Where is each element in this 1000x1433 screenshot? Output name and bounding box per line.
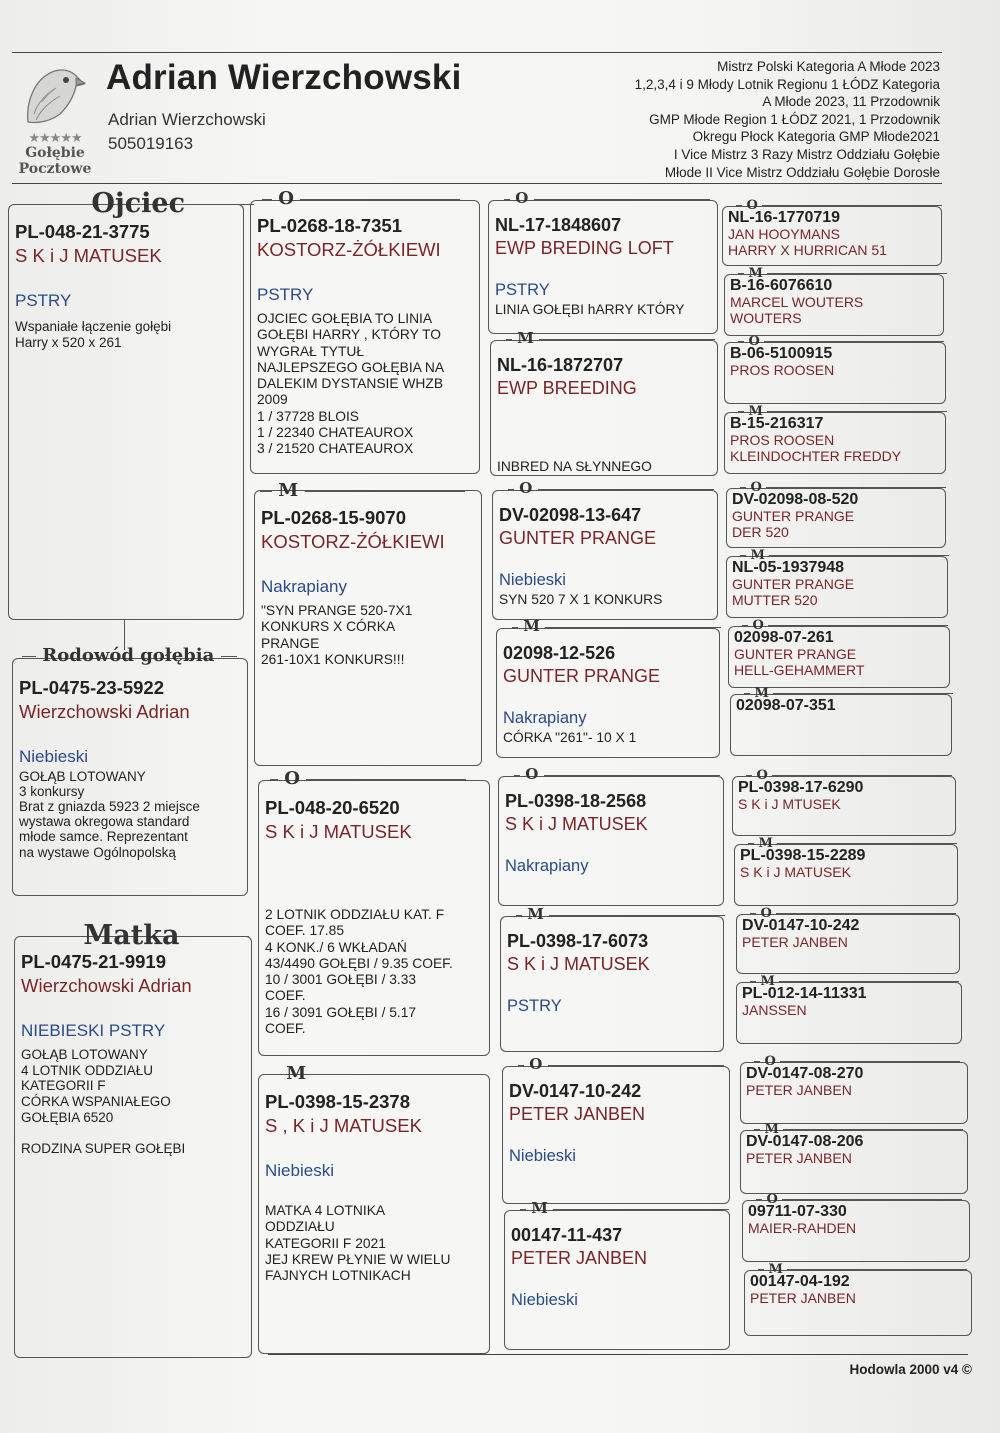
footer-credit: Hodowla 2000 v4 © bbox=[849, 1362, 972, 1377]
g2-ff-color: PSTRY bbox=[257, 285, 314, 304]
g4-label-text: O bbox=[760, 906, 772, 921]
mother-card bbox=[14, 936, 252, 1358]
g4-line1: S K i J MATUSEK bbox=[740, 863, 851, 880]
g3-ring: NL-16-1872707 bbox=[497, 355, 624, 375]
g3-description: SYN 520 7 X 1 KONKURS bbox=[499, 592, 663, 607]
g4-label-text: O bbox=[752, 618, 764, 633]
subject-card bbox=[12, 658, 248, 896]
mother-label bbox=[62, 922, 249, 949]
g2-fm-breeder: KOSTORZ-ŻÓŁKIEWI bbox=[261, 531, 445, 552]
mother-breeder: Wierzchowski Adrian bbox=[21, 975, 192, 996]
g4-label-text: M bbox=[768, 1262, 783, 1277]
g3-breeder: EWP BREEDING bbox=[497, 378, 637, 398]
g4-ring: B-15-216317 bbox=[730, 415, 824, 432]
g3-label-text: O bbox=[529, 1055, 543, 1073]
g3-card bbox=[500, 916, 724, 1052]
grandfather-maternal-card bbox=[258, 780, 490, 1056]
mother-label-text: Matka bbox=[83, 920, 180, 951]
g4-label bbox=[754, 1123, 963, 1136]
g4-line2: KLEINDOCHTER FREDDY bbox=[730, 447, 902, 464]
g4-line1: PETER JANBEN bbox=[742, 933, 848, 950]
g3-color: Niebieski bbox=[511, 1291, 578, 1309]
g4-label-text: O bbox=[748, 334, 760, 349]
achievements bbox=[520, 58, 940, 181]
g4-line1: GUNTER PRANGE bbox=[732, 575, 855, 592]
g4-ring: NL-16-1770719 bbox=[728, 209, 841, 226]
g4-card bbox=[736, 982, 962, 1044]
achievement-line: Młode II Vice Mistrz Oddziału Gołębie Dorosłe bbox=[664, 164, 940, 180]
g2-mm-color: Niebieski bbox=[265, 1161, 334, 1180]
logo-text-line2: Pocztowe bbox=[18, 161, 92, 177]
g3-ring: DV-02098-13-647 bbox=[499, 505, 642, 525]
g2-mm-description: MATKA 4 LOTNIKA ODDZIAŁU KATEGORII F 2021 JEJ KREW PŁYNIE W WIELU FAJNYCH LOTNIKACH bbox=[265, 1203, 451, 1284]
g4-label-text: M bbox=[760, 974, 775, 989]
g4-label-text: O bbox=[750, 480, 762, 495]
g2-fm-label bbox=[260, 482, 465, 500]
g4-label bbox=[748, 837, 957, 850]
g2-mf-label bbox=[270, 770, 466, 788]
footer-rule bbox=[268, 1354, 968, 1355]
g4-label bbox=[744, 687, 953, 700]
g3-label bbox=[514, 767, 720, 782]
g2-fm-description: "SYN PRANGE 520-7X1 KONKURS X CÓRKA PRANGE 261-10X1 KONKURS!!! bbox=[261, 603, 413, 667]
g4-line2: HARRY X HURRICAN 51 bbox=[728, 241, 887, 258]
g4-ring: DV-0147-10-242 bbox=[742, 917, 860, 934]
g4-ring: B-16-6076610 bbox=[730, 277, 833, 294]
g4-card bbox=[722, 206, 942, 266]
g2-mm-label-text: M bbox=[286, 1063, 307, 1084]
g4-line1: S K i J MTUSEK bbox=[738, 795, 841, 812]
g3-breeder: PETER JANBEN bbox=[509, 1104, 646, 1124]
g4-label-text: O bbox=[766, 1192, 778, 1207]
father-description: Wspaniałe łączenie gołębi Harry x 520 x 261 bbox=[15, 319, 172, 350]
g3-color bbox=[497, 439, 711, 457]
g2-mf-ring: PL-048-20-6520 bbox=[265, 797, 400, 818]
g4-ring: DV-02098-08-520 bbox=[732, 491, 859, 508]
g2-mm-label bbox=[272, 1065, 473, 1083]
g3-color: Nakrapiany bbox=[503, 709, 587, 727]
g3-breeder: PETER JANBEN bbox=[511, 1248, 648, 1268]
g4-label-text: M bbox=[748, 404, 763, 419]
subject-breeder: Wierzchowski Adrian bbox=[19, 701, 190, 722]
achievement-line: Mistrz Polski Kategoria A Młode 2023 bbox=[717, 59, 940, 74]
g4-label bbox=[756, 1193, 962, 1206]
g3-ring: 02098-12-526 bbox=[503, 643, 616, 663]
g4-ring: 09711-07-330 bbox=[748, 1203, 847, 1220]
g3-color: PSTRY bbox=[507, 997, 562, 1015]
g3-card bbox=[490, 340, 718, 476]
g4-label bbox=[742, 619, 948, 632]
g3-label-text: M bbox=[531, 1199, 548, 1217]
g4-card bbox=[740, 1130, 968, 1194]
g4-label bbox=[758, 1263, 967, 1276]
g3-label-text: M bbox=[527, 905, 544, 923]
g4-label-text: O bbox=[746, 198, 758, 213]
g4-card bbox=[740, 1062, 968, 1124]
g2-fm-color: Nakrapiany bbox=[261, 577, 347, 596]
g3-card bbox=[498, 776, 724, 906]
mother-color: NIEBIESKI PSTRY bbox=[21, 1021, 166, 1040]
g4-label bbox=[740, 549, 949, 562]
subject-label bbox=[22, 647, 237, 665]
subject-label-text: Rodowód gołębia bbox=[42, 645, 215, 666]
achievement-line: Okregu Płock Kategoria GMP Młode2021 bbox=[692, 129, 940, 145]
g3-card bbox=[496, 628, 720, 758]
g3-ring: PL-0398-18-2568 bbox=[505, 791, 647, 811]
g3-label-text: O bbox=[519, 479, 533, 497]
achievement-line: GMP Młode Region 1 ŁÓDZ 2021, 1 Przodownik bbox=[649, 111, 940, 127]
g4-label bbox=[738, 267, 947, 280]
g4-card bbox=[742, 1200, 970, 1262]
g4-label-text: M bbox=[748, 266, 763, 281]
g3-color: Niebieski bbox=[509, 1147, 576, 1165]
g3-card bbox=[502, 1066, 730, 1204]
achievement-line: I Vice Mistrz 3 Razy Mistrz Oddziału Gołębie bbox=[673, 146, 940, 162]
logo bbox=[10, 62, 98, 180]
owner-phone: 505019163 bbox=[108, 134, 194, 153]
g4-label bbox=[740, 481, 946, 494]
g4-label-text: O bbox=[756, 768, 768, 783]
father-color: PSTRY bbox=[15, 291, 72, 310]
g3-color: PSTRY bbox=[495, 281, 550, 299]
g3-label-text: M bbox=[517, 329, 534, 347]
g3-label bbox=[504, 191, 710, 206]
g4-ring: NL-05-1937948 bbox=[732, 559, 845, 576]
g4-line1: MARCEL WOUTERS bbox=[730, 293, 864, 310]
owner-name: Adrian Wierzchowski bbox=[108, 110, 266, 129]
g4-line2: MUTTER 520 bbox=[732, 591, 818, 608]
g4-card bbox=[726, 556, 948, 618]
g4-card bbox=[728, 626, 950, 688]
g4-line1: PROS ROOSEN bbox=[730, 431, 835, 448]
g3-label-text: M bbox=[523, 617, 540, 635]
g4-line1: PETER JANBEN bbox=[746, 1149, 852, 1166]
g4-line2: WOUTERS bbox=[730, 309, 802, 326]
g4-line2: HELL-GEHAMMERT bbox=[734, 661, 865, 678]
subject-color: Niebieski bbox=[19, 747, 88, 766]
g3-ring: PL-0398-17-6073 bbox=[507, 931, 649, 951]
g4-ring: 00147-04-192 bbox=[750, 1273, 850, 1290]
g2-ff-label-text: O bbox=[278, 188, 294, 209]
g4-line1: GUNTER PRANGE bbox=[732, 507, 855, 524]
g3-ring: DV-0147-10-242 bbox=[509, 1081, 642, 1101]
g4-card bbox=[736, 914, 960, 974]
g3-ring: 00147-11-437 bbox=[511, 1225, 623, 1245]
header-top-rule bbox=[12, 52, 942, 53]
g4-line1: JAN HOOYMANS bbox=[728, 225, 841, 242]
g3-breeder: S K i J MATUSEK bbox=[505, 814, 648, 834]
g4-label bbox=[746, 769, 952, 782]
g4-ring: 02098-07-351 bbox=[736, 697, 836, 714]
g4-card bbox=[732, 776, 956, 836]
g4-label-text: M bbox=[758, 836, 773, 851]
g3-card bbox=[488, 200, 718, 334]
g3-description: LINIA GOŁĘBI hARRY KTÓRY bbox=[495, 302, 685, 317]
g4-ring: PL-0398-15-2289 bbox=[740, 847, 866, 864]
mother-ring: PL-0475-21-9919 bbox=[21, 951, 167, 972]
achievement-line: 1,2,3,4 i 9 Młody Lotnik Regionu 1 ŁÓDZ Kategoria bbox=[634, 76, 940, 92]
g3-breeder: GUNTER PRANGE bbox=[503, 666, 661, 686]
header-bottom-rule bbox=[12, 183, 942, 184]
g4-ring: B-06-5100915 bbox=[730, 345, 833, 362]
g4-ring: PL-012-14-11331 bbox=[742, 985, 867, 1002]
g2-mm-ring: PL-0398-15-2378 bbox=[265, 1091, 411, 1112]
g4-card bbox=[730, 694, 952, 756]
g4-card bbox=[726, 488, 946, 548]
g3-label bbox=[518, 1057, 724, 1072]
g4-card bbox=[724, 412, 946, 474]
g4-label bbox=[754, 1055, 960, 1068]
g3-label bbox=[506, 331, 715, 346]
g3-label bbox=[508, 481, 714, 496]
father-breeder: S K i J MATUSEK bbox=[15, 245, 162, 266]
mother-description: GOŁĄB LOTOWANY 4 LOTNIK ODDZIAŁU KATEGORII F CÓRKA WSPANIAŁEGO GOŁĘBIA 6520 RODZINA SUPER GOŁĘBI bbox=[21, 1047, 186, 1156]
g3-card bbox=[492, 490, 718, 620]
page-title: Adrian Wierzchowski bbox=[106, 58, 462, 97]
g4-line1: JANSSEN bbox=[742, 1001, 807, 1018]
g4-label-text: M bbox=[750, 548, 765, 563]
g4-label-text: O bbox=[764, 1054, 776, 1069]
g4-ring: 02098-07-261 bbox=[734, 629, 834, 646]
father-card bbox=[8, 204, 244, 620]
g2-ff-breeder: KOSTORZ-ŻÓŁKIEWI bbox=[257, 239, 441, 260]
g4-label bbox=[738, 335, 944, 348]
g2-ff-ring: PL-0268-18-7351 bbox=[257, 215, 403, 236]
g4-label bbox=[750, 975, 959, 988]
g3-label bbox=[512, 619, 721, 634]
g3-color: Niebieski bbox=[499, 571, 566, 589]
g4-line1: PROS ROOSEN bbox=[730, 361, 835, 378]
g4-label-text: M bbox=[764, 1122, 779, 1137]
g4-line1: PETER JANBEN bbox=[750, 1289, 856, 1306]
g3-color: Nakrapiany bbox=[505, 857, 589, 875]
g3-description: CÓRKA "261"- 10 X 1 bbox=[503, 730, 637, 745]
g2-mf-label-text: O bbox=[284, 768, 300, 789]
grandfather-paternal-card bbox=[250, 200, 480, 474]
g2-ff-label bbox=[262, 190, 460, 208]
pigeon-head-icon bbox=[20, 62, 86, 128]
father-label-text: Ojciec bbox=[91, 188, 186, 219]
g4-card bbox=[744, 1270, 972, 1336]
logo-text-line1: Gołębie bbox=[25, 145, 85, 161]
g2-mf-description: 2 LOTNIK ODDZIAŁU KAT. F COEF. 17.85 4 KONK./ 6 WKŁADAŃ 43/4490 GOŁĘBI / 9.35 COEF. 10 / 3001 GOŁĘBI / 3.33 COEF. 16 / 3091 GOŁĘBI / 5.17 COEF. bbox=[265, 907, 453, 1036]
g4-label bbox=[736, 199, 942, 212]
g3-label bbox=[516, 907, 725, 922]
g2-fm-ring: PL-0268-15-9070 bbox=[261, 507, 407, 528]
g3-description: INBRED NA SŁYNNEGO bbox=[497, 459, 652, 474]
g4-label-text: M bbox=[754, 686, 769, 701]
g3-card bbox=[504, 1210, 730, 1350]
g3-label bbox=[520, 1201, 729, 1216]
g3-label-text: O bbox=[525, 765, 539, 783]
g3-label-text: O bbox=[515, 189, 529, 207]
g4-ring: DV-0147-08-206 bbox=[746, 1133, 864, 1150]
g2-mm-breeder: S , K i J MATUSEK bbox=[265, 1115, 422, 1136]
g3-breeder: GUNTER PRANGE bbox=[499, 528, 657, 548]
g4-line1: PETER JANBEN bbox=[746, 1081, 852, 1098]
g2-mf-breeder: S K i J MATUSEK bbox=[265, 821, 412, 842]
g2-mf-color bbox=[265, 867, 483, 887]
logo-stars: ★★★★★ bbox=[28, 130, 82, 145]
father-label bbox=[74, 190, 254, 217]
subject-ring: PL-0475-23-5922 bbox=[19, 677, 165, 698]
g4-label bbox=[750, 907, 956, 920]
g4-line2: DER 520 bbox=[732, 523, 789, 540]
g3-ring: NL-17-1848607 bbox=[495, 215, 622, 235]
g2-fm-label-text: M bbox=[278, 480, 299, 501]
g3-breeder: EWP BREDING LOFT bbox=[495, 238, 674, 258]
g2-ff-description: OJCIEC GOŁĘBIA TO LINIA GOŁĘBI HARRY , KTÓRY TO WYGRAŁ TYTUŁ NAJLEPSZEGO GOŁĘBIA NA DALEKIM DYSTANSIE WHZB 2009 1 / 37728 BLOIS 1 / 22340 CHATEAUROX 3 / 21520 CHATEAUROX bbox=[257, 311, 445, 457]
g4-card bbox=[724, 274, 944, 336]
g4-ring: PL-0398-17-6290 bbox=[738, 779, 864, 796]
g4-line1: GUNTER PRANGE bbox=[734, 645, 857, 662]
g4-card bbox=[734, 844, 958, 906]
g4-card bbox=[724, 342, 946, 404]
grandmother-paternal-card bbox=[254, 490, 482, 766]
g4-label bbox=[738, 405, 947, 418]
achievement-line: A Młode 2023, 11 Przodownik bbox=[762, 94, 940, 110]
father-ring: PL-048-21-3775 bbox=[15, 221, 150, 242]
g4-ring: DV-0147-08-270 bbox=[746, 1065, 864, 1082]
g3-breeder: S K i J MATUSEK bbox=[507, 954, 650, 974]
grandmother-maternal-card bbox=[258, 1074, 490, 1354]
subject-description: GOŁĄB LOTOWANY 3 konkursy Brat z gniazda 5923 2 miejsce wystawa okregowa standard młode samce. Reprezentant na wystawe Ogólnopolską bbox=[19, 769, 200, 860]
g4-line1: MAIER-RAHDEN bbox=[748, 1219, 857, 1236]
